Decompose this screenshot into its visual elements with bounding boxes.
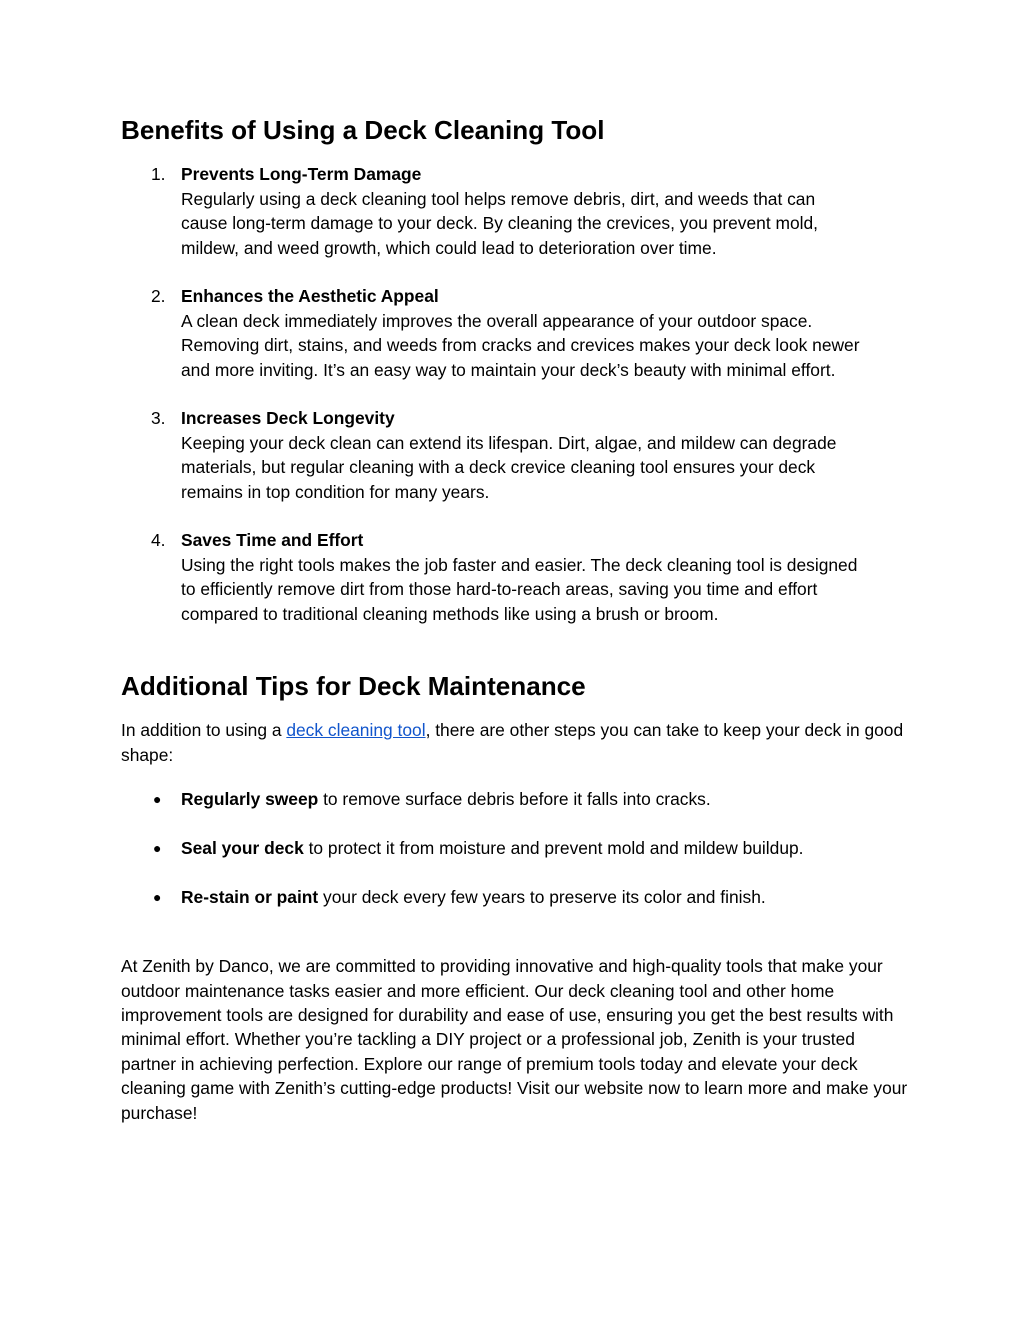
- tip-bold: Regularly sweep: [181, 789, 319, 810]
- list-number: 1.: [151, 164, 166, 185]
- benefit-item: [121, 162, 911, 260]
- benefit-body: Regularly using a deck cleaning tool helps remove debris, dirt, and weeds that can cause long-term damage to your deck. By cleaning the crevices, you prevent mold, mildew, and weed growth, which could lead to deterioration over time.: [181, 188, 819, 258]
- benefit-item: [121, 284, 911, 382]
- bullet-icon: ●: [153, 791, 162, 808]
- section-heading-tips: Additional Tips for Deck Maintenance: [121, 671, 586, 702]
- list-number: 4.: [151, 530, 166, 551]
- benefit-title: Enhances the Aesthetic Appeal: [181, 286, 439, 307]
- tips-intro: [121, 718, 911, 767]
- benefit-item: [121, 406, 911, 504]
- list-number: 2.: [151, 286, 166, 307]
- benefit-body: A clean deck immediately improves the overall appearance of your outdoor space. Removing dirt, stains, and weeds from cracks and crevices makes your deck look newer and more inviting. It’s an easy way to maintain your deck’s beauty with minimal effort.: [181, 310, 860, 380]
- tip-bold: Seal your deck: [181, 838, 304, 859]
- document-page: [121, 115, 911, 1125]
- tip-text: your deck every few years to preserve its color and finish.: [318, 886, 766, 907]
- benefit-body: Using the right tools makes the job faster and easier. The deck cleaning tool is designed to efficiently remove dirt from those hard-to-reach areas, saving you time and effort compared to traditional cleaning methods like using a brush or broom.: [181, 554, 858, 624]
- tip-text: to protect it from moisture and prevent mold and mildew buildup.: [303, 838, 804, 859]
- tip-bold: Re-stain or paint: [181, 886, 319, 907]
- section-heading-benefits: Benefits of Using a Deck Cleaning Tool: [121, 115, 605, 145]
- intro-text-before: In addition to using a: [121, 720, 287, 741]
- closing-paragraph: At Zenith by Danco, we are committed to providing innovative and high-quality tools that make your outdoor maintenance tasks easier and more efficient. Our deck cleaning tool and other home improvement tools are designed for durability and ease of use, ensuring you get the best results with minimal effort. Whether you’re tackling a DIY project or a professional job, Zenith is your trusted partner in achieving perfection. Explore our range of premium tools today and elevate your deck cleaning game with Zenith’s cutting-edge products! Visit our website now to learn more and make your purchase!: [121, 956, 908, 1123]
- benefit-title: Saves Time and Effort: [181, 530, 364, 551]
- benefit-title: Prevents Long-Term Damage: [181, 164, 422, 185]
- tips-list: [121, 787, 911, 909]
- benefits-list: [121, 162, 911, 626]
- tip-text: to remove surface debris before it falls into cracks.: [318, 789, 711, 810]
- intro-text-after: , there are other steps you can take to keep your deck in good shape:: [121, 720, 904, 765]
- benefit-title: Increases Deck Longevity: [181, 408, 395, 429]
- benefit-item: [121, 528, 911, 626]
- bullet-icon: ●: [153, 888, 162, 905]
- tip-item: [121, 787, 911, 811]
- tip-item: [121, 885, 911, 909]
- benefit-body: Keeping your deck clean can extend its lifespan. Dirt, algae, and mildew can degrade materials, but regular cleaning with a deck crevice cleaning tool ensures your deck remains in top condition for many years.: [181, 432, 837, 502]
- bullet-icon: ●: [153, 840, 162, 857]
- tip-item: [121, 836, 911, 860]
- deck-cleaning-tool-link[interactable]: deck cleaning tool: [286, 720, 426, 741]
- list-number: 3.: [151, 408, 166, 429]
